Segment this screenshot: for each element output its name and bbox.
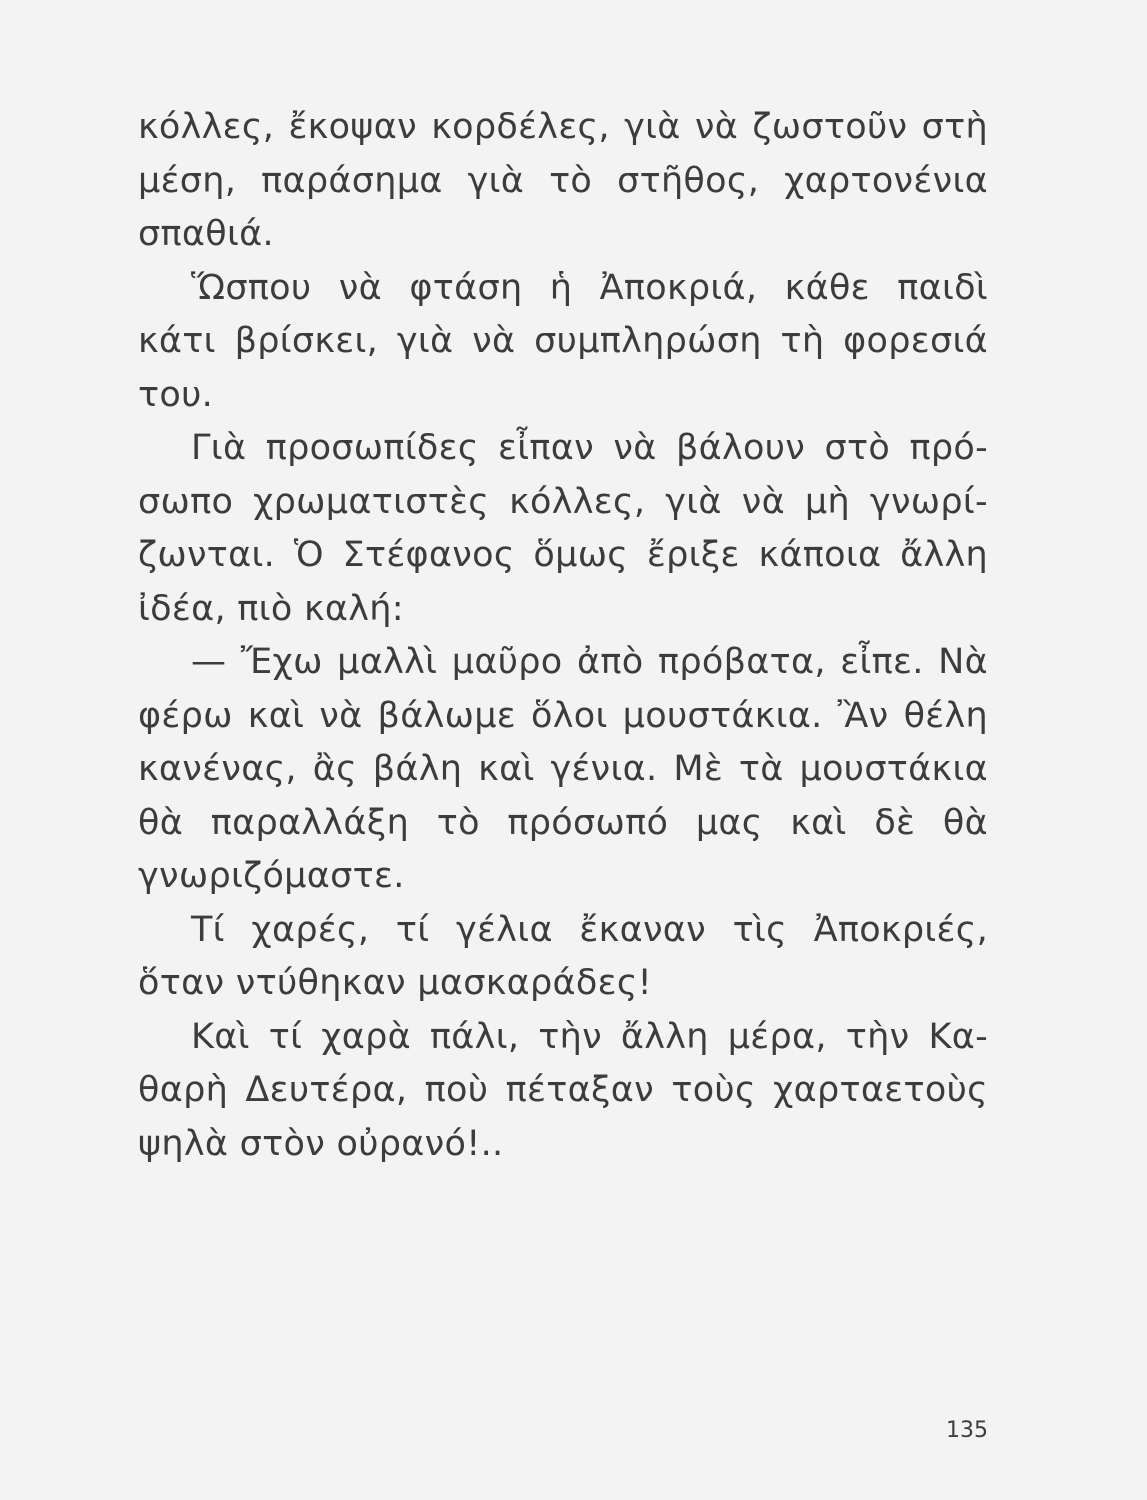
text-line: θὰ παραλλάξη τὸ πρόσωπό μας καὶ δὲ θὰ — [138, 802, 988, 843]
text-line: ἰδέα, πιὸ καλή: — [138, 588, 404, 629]
text-line: — Ἔχω μαλλὶ μαῦρο ἀπὸ πρόβατα, εἶπε. Νὰ — [191, 642, 988, 682]
text-line: ψηλὰ στὸν οὐρανό!.. — [138, 1123, 504, 1164]
text-line: Καὶ τί χαρὰ πάλι, τὴν ἄλλη μέρα, τὴν Κα- — [191, 1016, 988, 1057]
text-line: σπαθιά. — [138, 214, 274, 254]
page-number: 135 — [946, 1418, 988, 1443]
text-line: φέρω καὶ νὰ βάλωμε ὅλοι μουστάκια. Ἂν θέλη — [138, 695, 988, 736]
text-line: Γιὰ προσωπίδες εἶπαν νὰ βάλουν στὸ πρό- — [191, 428, 988, 468]
text-line: κανένας, ἂς βάλη καὶ γένια. Μὲ τὰ μουστάκια — [138, 749, 988, 789]
text-line: Ὥσπου νὰ φτάση ἡ Ἀποκριά, κάθε παιδὶ — [191, 267, 988, 308]
text-line: κάτι βρίσκει, γιὰ νὰ συμπληρώση τὴ φορεσιά — [138, 321, 988, 361]
text-line: του. — [138, 374, 214, 415]
text-line: ζωνται. Ὁ Στέφανος ὅμως ἔριξε κάποια ἄλλη — [138, 535, 988, 575]
text-line: Τί χαρές, τί γέλια ἔκαναν τὶς Ἀποκριές, — [191, 909, 988, 950]
body-text — [138, 101, 988, 1171]
text-line: θαρὴ Δευτέρα, ποὺ πέταξαν τοὺς χαρταετοὺς — [138, 1070, 988, 1110]
text-line: γνωριζόμαστε. — [138, 856, 405, 896]
text-line: κόλλες, ἔκοψαν κορδέλες, γιὰ νὰ ζωστοῦν στὴ — [138, 107, 988, 147]
text-line: μέση, παράσημα γιὰ τὸ στῆθος, χαρτονένια — [138, 160, 988, 201]
text-line: ὅταν ντύθηκαν μασκαράδες! — [138, 963, 652, 1003]
text-line: σωπο χρωματιστὲς κόλλες, γιὰ νὰ μὴ γνωρί- — [138, 481, 988, 522]
